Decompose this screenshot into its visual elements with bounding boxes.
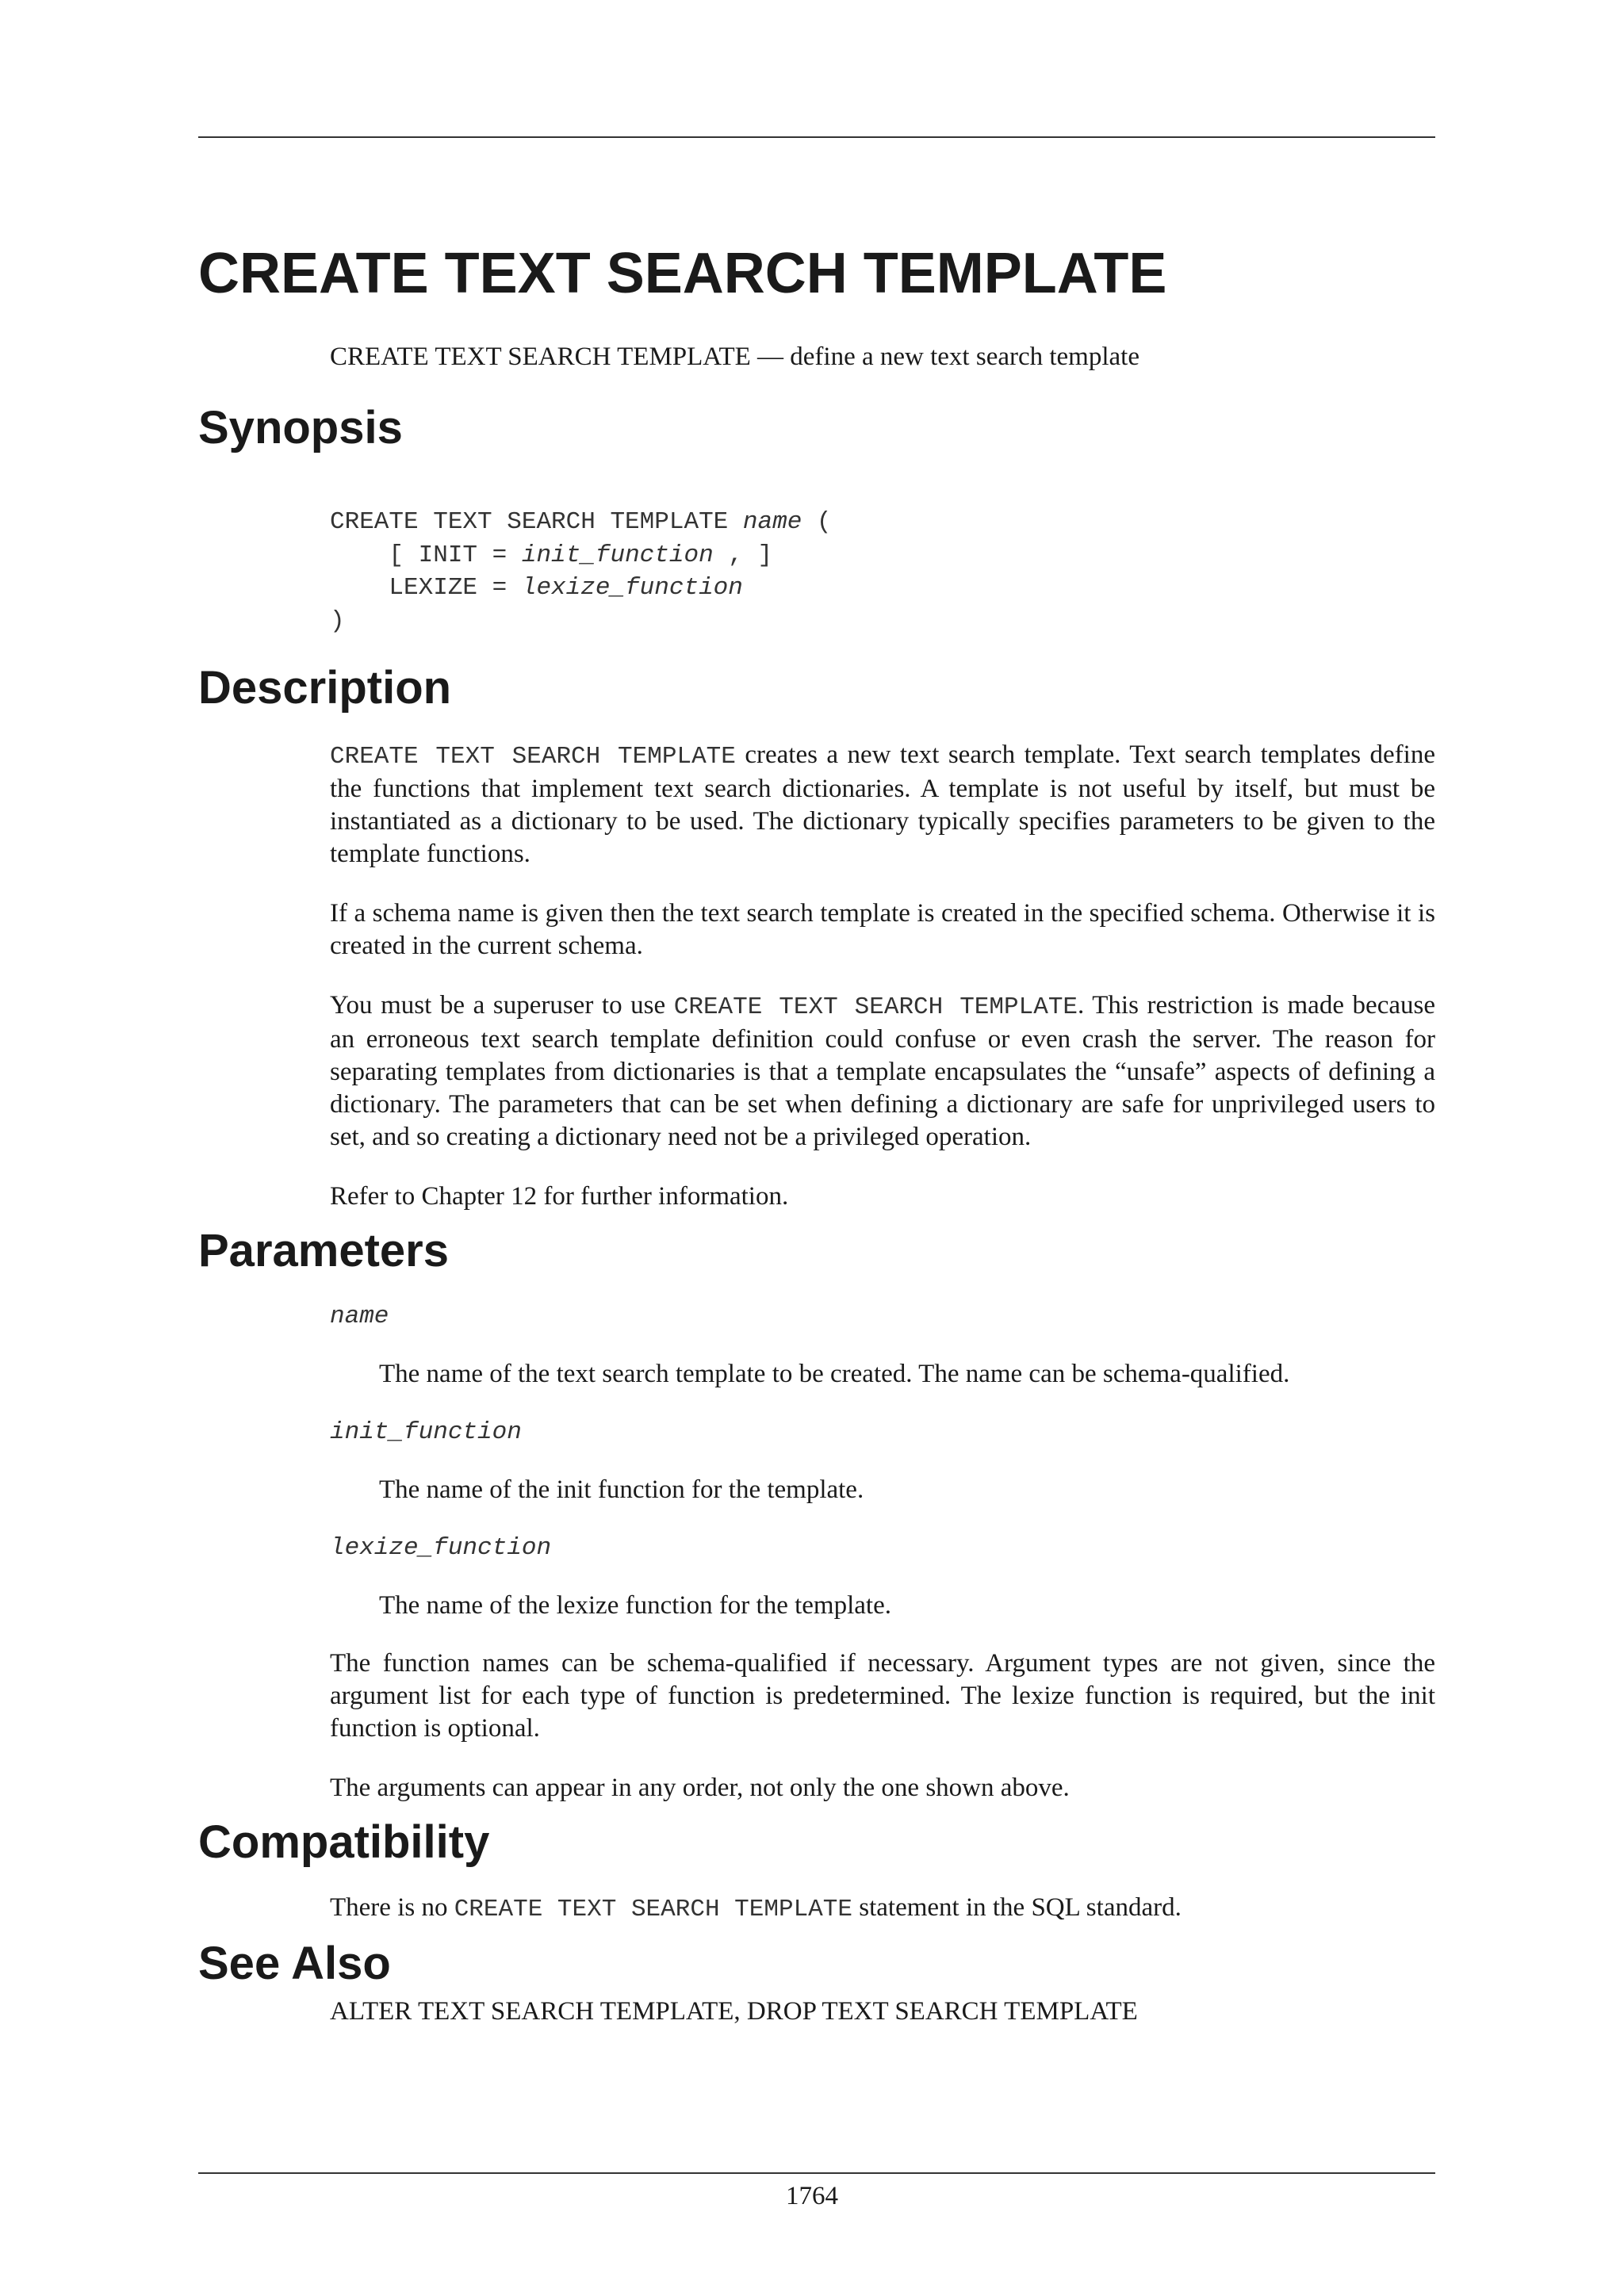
synopsis-arg-name: name xyxy=(742,508,802,536)
synopsis-block xyxy=(330,506,1435,637)
see-also-heading: See Also xyxy=(198,1938,391,1989)
description-paragraph-4: Refer to Chapter 12 for further information. xyxy=(330,1182,789,1211)
parameters-note-1: The function names can be schema-qualified if necessary. Argument types are not given, since the argument list for each type of function is predetermined. The lexize function is required, but the init function is optional. xyxy=(330,1649,1435,1743)
ref-purpose: CREATE TEXT SEARCH TEMPLATE — define a new text search template xyxy=(330,342,1139,371)
description-p3-text: . This restriction is made because an erroneous text search template definition could confuse or even crash the server. The reason for separating templates from dictionaries is that a template encapsulates the “unsafe” aspects of defining a dictionary. The parameters that can be set when defining a dictionary are safe for unprivileged users to set, and so creating a dictionary need not be a privileged operation. xyxy=(330,991,1435,1151)
description-heading: Description xyxy=(198,662,452,714)
synopsis-line4: ) xyxy=(330,607,345,635)
synopsis-line3-pre: LEXIZE = xyxy=(330,574,522,602)
compatibility-pre: There is no xyxy=(330,1893,454,1922)
page-title: CREATE TEXT SEARCH TEMPLATE xyxy=(198,242,1167,305)
description-paragraph-2: If a schema name is given then the text search template is created in the specified schema. Otherwise it is created in the current schema. xyxy=(330,899,1435,960)
synopsis-arg-lexize: lexize_function xyxy=(521,574,743,602)
compatibility-section xyxy=(330,1892,1435,1926)
description-paragraph-3 xyxy=(330,989,1435,1154)
param-def-name: The name of the text search template to be created. The name can be schema-qualified. xyxy=(379,1360,1290,1388)
page-content xyxy=(198,230,1435,2028)
footer-rule xyxy=(198,2172,1435,2174)
synopsis-heading: Synopsis xyxy=(198,402,403,453)
synopsis-line2-pre: [ INIT = xyxy=(330,541,522,569)
param-term-name: name xyxy=(330,1303,389,1330)
description-paragraph-1 xyxy=(330,739,1435,871)
description-p1-text: creates a new text search template. Text search templates define the functions that implement text search dictionaries. A template is not useful by itself, but must be instantiated as a dictionary to be used. The dictionary typically specifies parameters to be given to the template functions. xyxy=(330,740,1435,868)
parameters-note-2: The arguments can appear in any order, not only the one shown above. xyxy=(330,1774,1070,1802)
synopsis-line1-cmd: CREATE TEXT SEARCH TEMPLATE xyxy=(330,508,743,536)
parameters-section xyxy=(330,1300,1435,1804)
inline-command: CREATE TEXT SEARCH TEMPLATE xyxy=(673,993,1078,1021)
compatibility-paragraph xyxy=(330,1892,1435,1926)
param-def-init-function: The name of the init function for the template. xyxy=(379,1475,864,1504)
param-term-lexize-function: lexize_function xyxy=(330,1534,552,1562)
param-def-lexize-function: The name of the lexize function for the template. xyxy=(379,1591,891,1620)
inline-command: CREATE TEXT SEARCH TEMPLATE xyxy=(454,1896,852,1923)
synopsis-arg-init: init_function xyxy=(521,541,714,569)
synopsis-code xyxy=(330,506,1435,637)
synopsis-line1-tail: ( xyxy=(802,508,832,536)
parameters-heading: Parameters xyxy=(198,1225,449,1276)
compatibility-post: statement in the SQL standard. xyxy=(852,1893,1182,1922)
description-section xyxy=(330,739,1435,1213)
param-term-init-function: init_function xyxy=(330,1418,522,1446)
header-rule xyxy=(198,136,1435,138)
page-number: 1764 xyxy=(786,2182,838,2210)
description-p3-pre: You must be a superuser to use xyxy=(330,991,674,1020)
synopsis-line2-tail: , ] xyxy=(713,541,773,569)
compatibility-heading: Compatibility xyxy=(198,1816,490,1868)
see-also-links[interactable]: ALTER TEXT SEARCH TEMPLATE, DROP TEXT SEARCH TEMPLATE xyxy=(330,1997,1138,2026)
see-also-section xyxy=(330,1996,1435,2028)
inline-command: CREATE TEXT SEARCH TEMPLATE xyxy=(330,743,736,771)
